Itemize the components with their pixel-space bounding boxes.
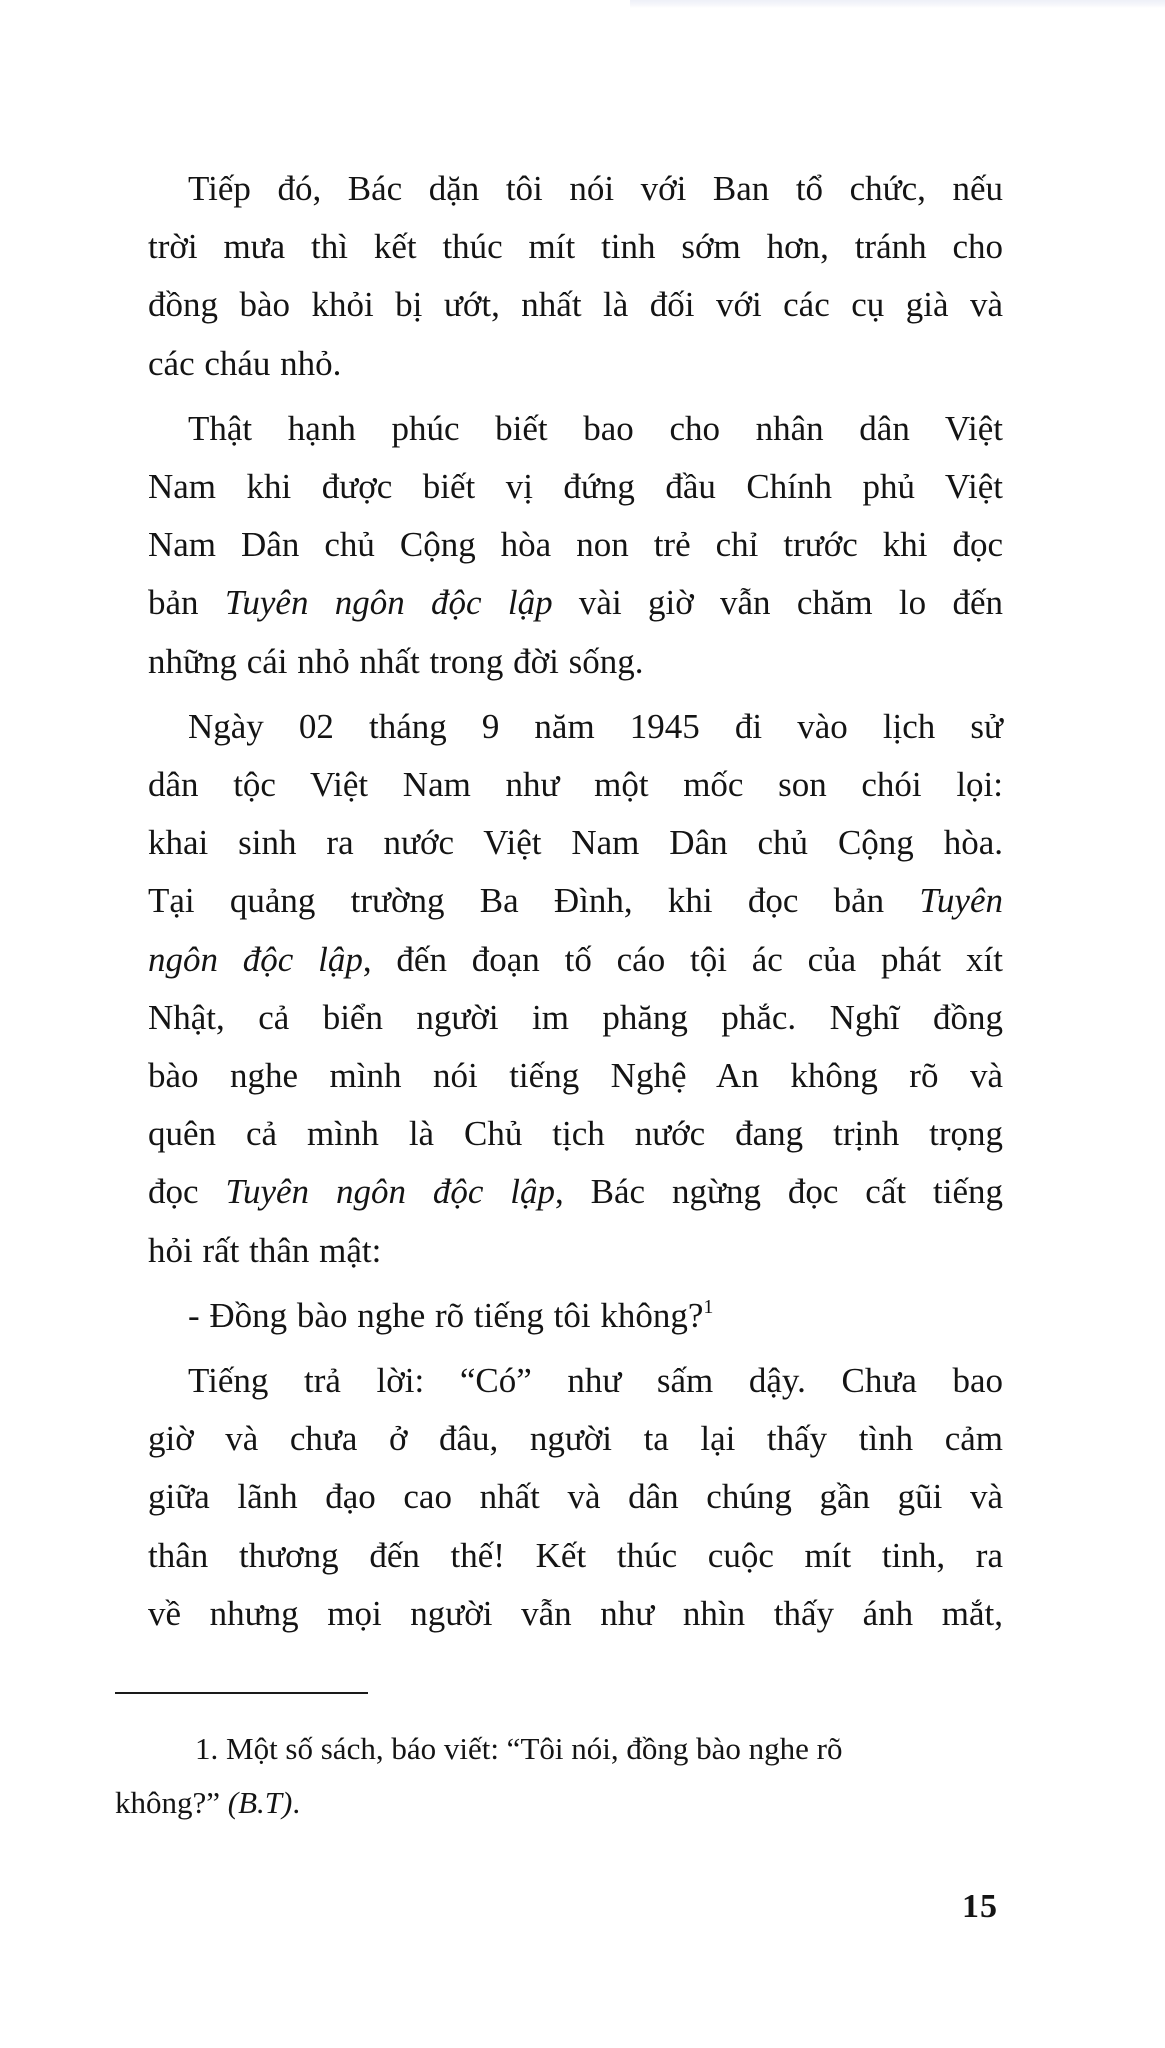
text-run: bản <box>148 583 225 623</box>
text-line <box>148 872 1003 930</box>
text-line: Tiếp đó, Bác dặn tôi nói với Ban tổ chức, nếu <box>188 169 1003 208</box>
footnote <box>115 1722 1005 1830</box>
text-line: dân tộc Việt Nam như một mốc son chói lọi: <box>148 765 1003 805</box>
footnote-line <box>115 1776 1005 1830</box>
text-line: các cháu nhỏ. <box>148 343 342 383</box>
footnote-divider <box>115 1692 368 1694</box>
text-line <box>148 1163 1003 1221</box>
italic-title: Tuyên ngôn độc lập <box>225 1172 556 1212</box>
text-line <box>148 931 1003 989</box>
paragraph-2 <box>148 400 1003 691</box>
text-run: - Đồng bào nghe rõ tiếng tôi không? <box>188 1295 704 1335</box>
text-line: về nhưng mọi người vẫn như nhìn thấy ánh mắt, <box>148 1593 1003 1633</box>
text-line: giữa lãnh đạo cao nhất và dân chúng gần gũi và <box>148 1477 1003 1517</box>
text-line: Nam khi được biết vị đứng đầu Chính phủ Việt <box>148 467 1003 507</box>
footnote-source: (B.T) <box>227 1785 293 1820</box>
footnote-marker[interactable]: 1 <box>703 1295 714 1318</box>
italic-title: ngôn độc lập <box>148 939 363 979</box>
text-run: Tại quảng trường Ba Đình, khi đọc bản <box>148 881 920 921</box>
scan-edge <box>630 0 1165 8</box>
text-line: hỏi rất thân mật: <box>148 1230 382 1270</box>
text-run: . <box>292 1785 301 1820</box>
text-run: không?” <box>115 1785 228 1820</box>
paragraph-5 <box>148 1352 1003 1643</box>
text-line: những cái nhỏ nhất trong đời sống. <box>148 641 644 681</box>
text-line <box>148 574 1003 632</box>
text-line: Ngày 02 tháng 9 năm 1945 đi vào lịch sử <box>188 706 1003 746</box>
text-run: , Bác ngừng đọc cất tiếng <box>555 1172 1003 1212</box>
paragraph-3 <box>148 698 1003 1280</box>
text-run: , đến đoạn tố cáo tội ác của phát xít <box>362 939 1003 979</box>
text-line: Nhật, cả biển người im phăng phắc. Nghĩ đồng <box>148 997 1003 1037</box>
text-line: bào nghe mình nói tiếng Nghệ An không rõ và <box>148 1056 1003 1096</box>
text-line <box>148 1287 1003 1345</box>
text-line: Nam Dân chủ Cộng hòa non trẻ chỉ trước khi đọc <box>148 525 1003 565</box>
body-text <box>148 160 1003 1650</box>
italic-title: Tuyên ngôn độc lập <box>224 583 553 623</box>
text-line: thân thương đến thế! Kết thúc cuộc mít tinh, ra <box>148 1535 1003 1575</box>
text-line: trời mưa thì kết thúc mít tinh sớm hơn, tránh cho <box>148 227 1003 267</box>
text-run: vài giờ vẫn chăm lo đến <box>552 583 1003 623</box>
text-line: giờ và chưa ở đâu, người ta lại thấy tình cảm <box>148 1419 1003 1459</box>
page-number: 15 <box>962 1888 998 1925</box>
italic-title: Tuyên <box>919 881 1003 921</box>
text-line: Tiếng trả lời: “Có” như sấm dậy. Chưa bao <box>188 1361 1003 1401</box>
text-run: đọc <box>148 1172 226 1212</box>
text-line: quên cả mình là Chủ tịch nước đang trịnh trọng <box>148 1114 1003 1154</box>
paragraph-1 <box>148 160 1003 393</box>
text-line: Thật hạnh phúc biết bao cho nhân dân Việt <box>188 408 1003 448</box>
footnote-line: 1. Một số sách, báo viết: “Tôi nói, đồng bào nghe rõ <box>195 1731 843 1766</box>
paragraph-4-quote <box>148 1287 1003 1345</box>
text-line: khai sinh ra nước Việt Nam Dân chủ Cộng hòa. <box>148 823 1003 863</box>
text-line: đồng bào khỏi bị ướt, nhất là đối với các cụ già và <box>148 285 1003 325</box>
